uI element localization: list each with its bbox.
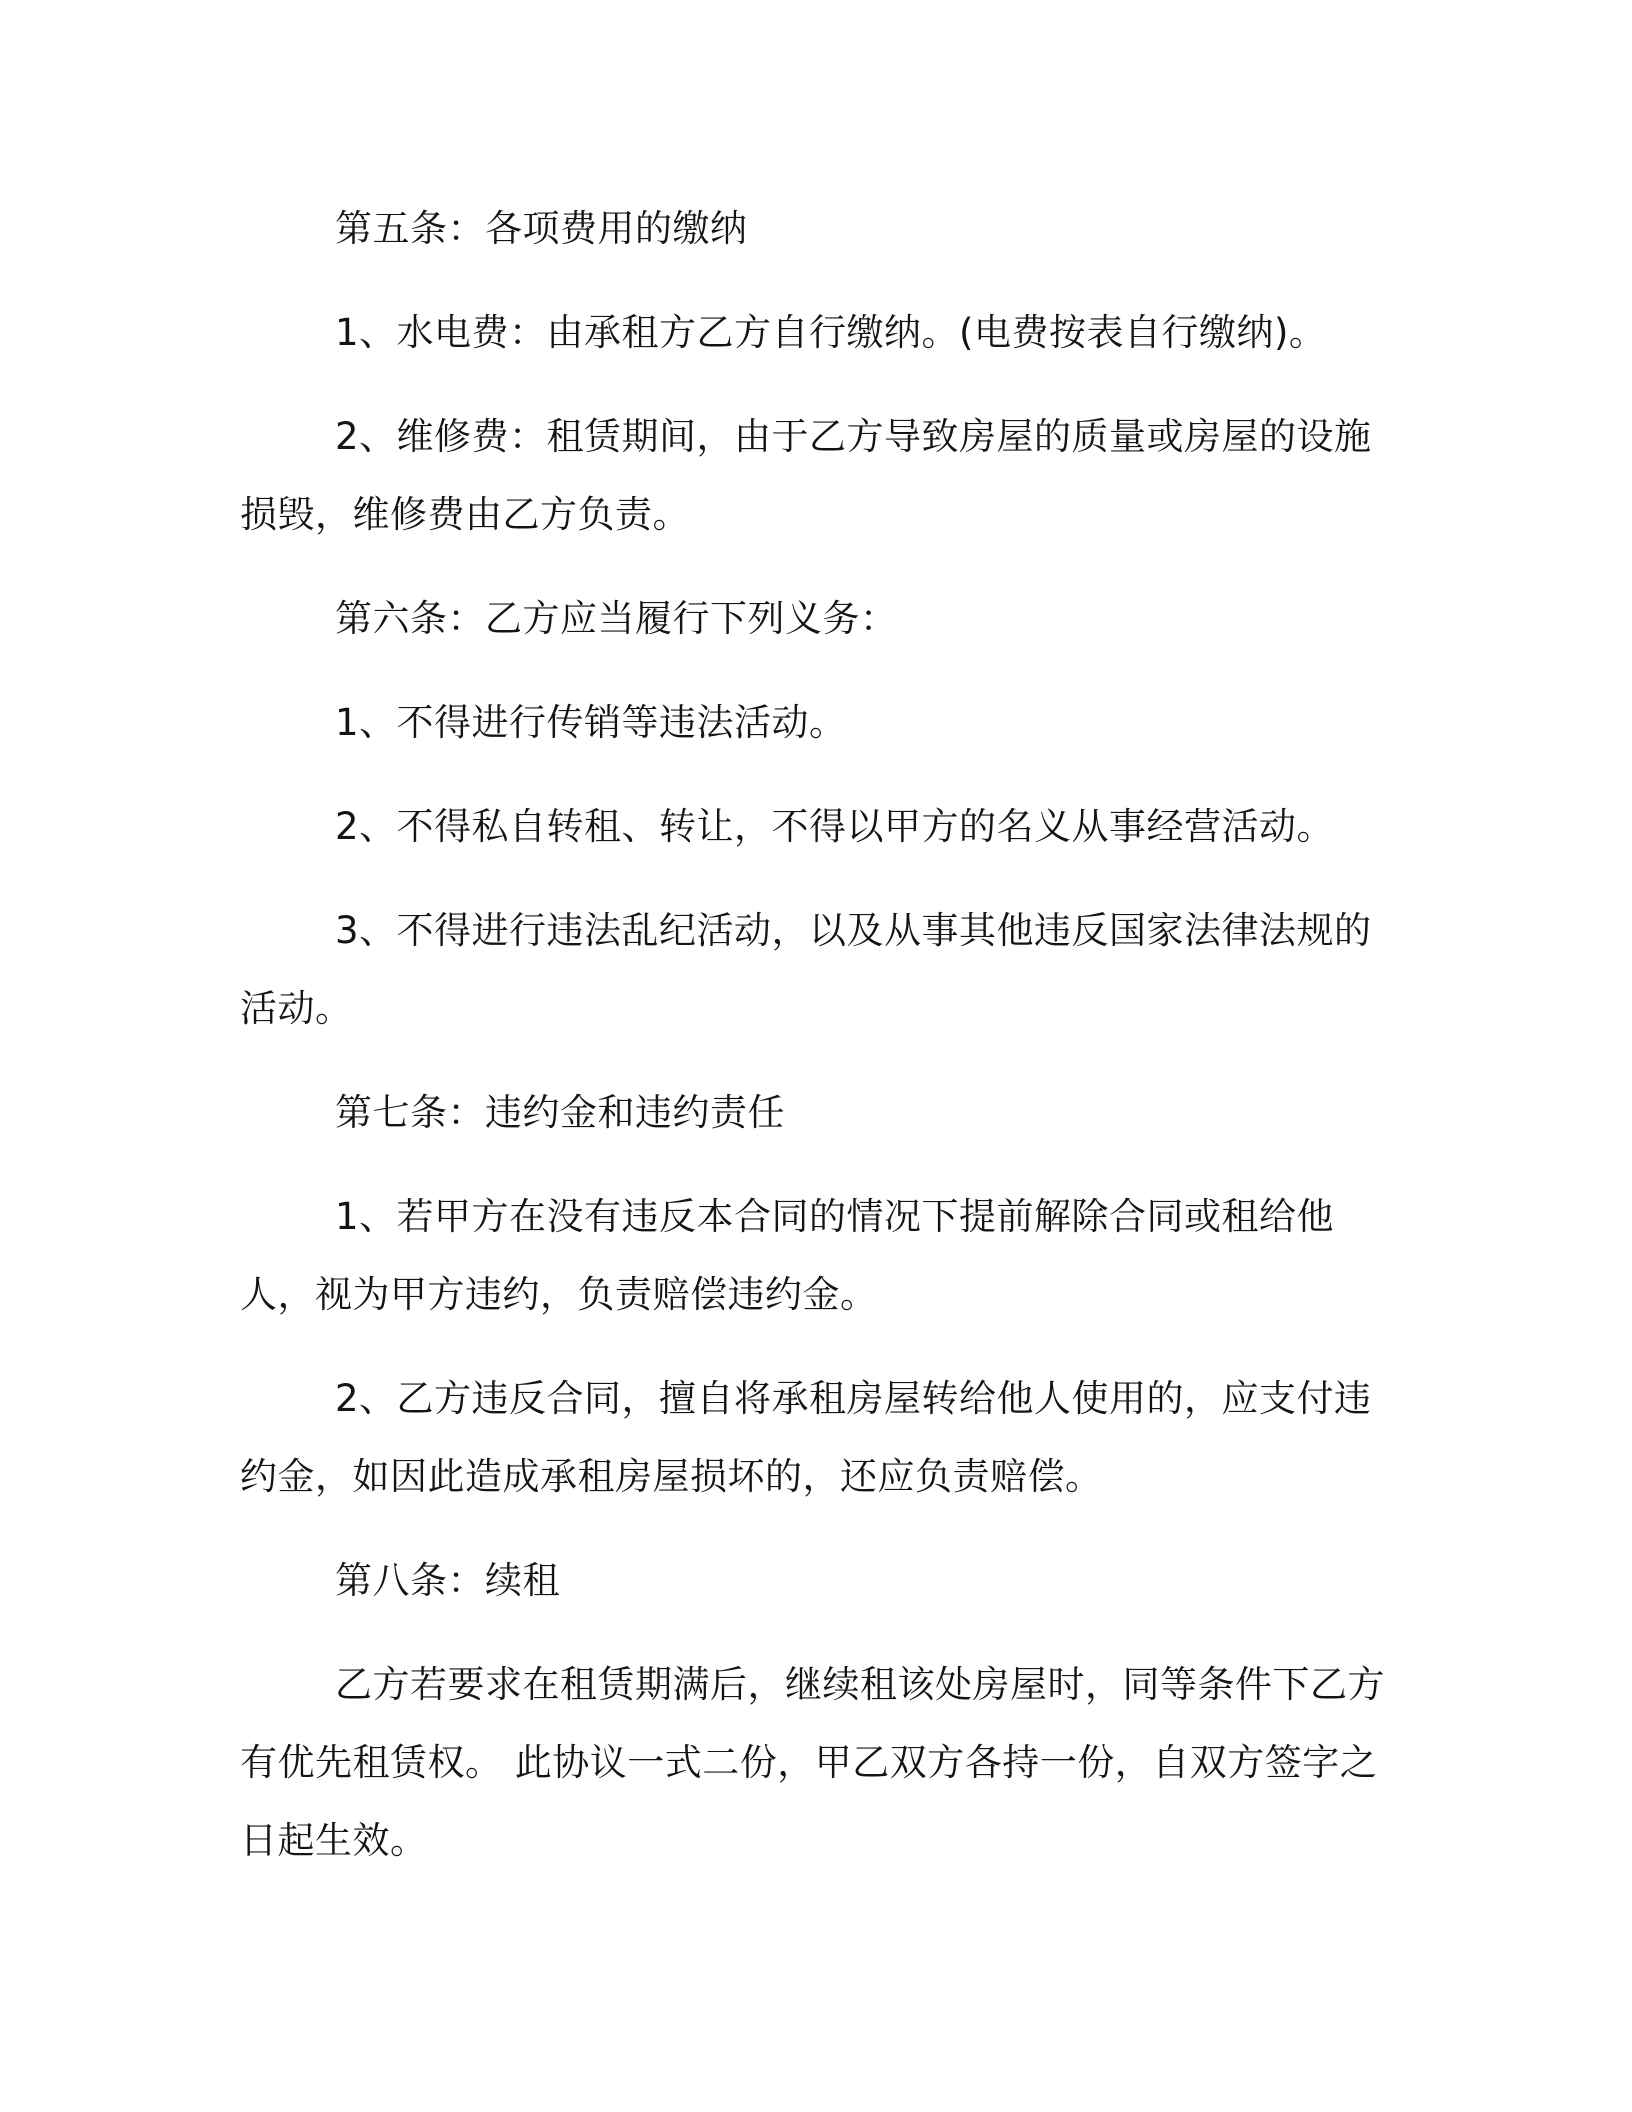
article-7-heading: 第七条：违约金和违约责任: [335, 1091, 785, 1134]
article-6-item-3: 3、不得进行违法乱纪活动，以及从事其他违反国家法律法规的活动。: [240, 909, 1372, 1030]
article-8-body: 乙方若要求在租赁期满后，继续租该处房屋时，同等条件下乙方有优先租赁权。 此协议一式二份，甲乙双方各持一份，自双方签字之日起生效。: [240, 1663, 1385, 1862]
article-5-item-1: 1、水电费：由承租方乙方自行缴纳。(电费按表自行缴纳)。: [335, 311, 1327, 354]
article-5-item-2: 2、维修费：租赁期间，由于乙方导致房屋的质量或房屋的设施损毁，维修费由乙方负责。: [240, 415, 1372, 536]
article-6-item-1: 1、不得进行传销等违法活动。: [335, 701, 847, 744]
article-8-heading: 第八条：续租: [335, 1559, 560, 1602]
article-6-heading: 第六条：乙方应当履行下列义务：: [335, 597, 898, 640]
article-7-item-1: 1、若甲方在没有违反本合同的情况下提前解除合同或租给他人，视为甲方违约，负责赔偿违约金。: [240, 1195, 1335, 1316]
article-6-item-2: 2、不得私自转租、转让，不得以甲方的名义从事经营活动。: [335, 805, 1335, 848]
article-5-heading: 第五条：各项费用的缴纳: [335, 207, 748, 250]
article-7-item-2: 2、乙方违反合同，擅自将承租房屋转给他人使用的，应支付违约金，如因此造成承租房屋损坏的，还应负责赔偿。: [240, 1377, 1372, 1498]
document-page: [240, 190, 1390, 1880]
